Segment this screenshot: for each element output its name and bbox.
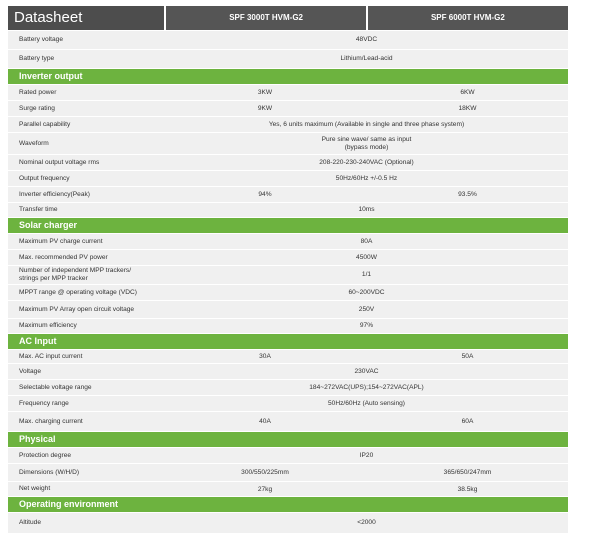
row-label: MPPT range @ operating voltage (VDC): [19, 288, 137, 296]
model-1-value: 30A: [259, 353, 271, 360]
row-value: 80A: [360, 237, 373, 245]
model-1-value: 94%: [258, 191, 272, 198]
table-row: [8, 133, 568, 155]
model-1-header: SPF 3000T HVM-G2: [166, 6, 365, 30]
row-value: [165, 136, 568, 152]
table-row: [8, 31, 568, 50]
model-2-header: SPF 6000T HVM-G2: [368, 6, 568, 30]
model-1-value: 3KW: [257, 89, 273, 96]
waveform-line-2: (bypass mode): [344, 143, 389, 151]
table-row: [8, 250, 568, 266]
table-row: [8, 350, 568, 364]
model-2-value: 18KW: [458, 105, 477, 112]
table-row: [8, 101, 568, 117]
row-value: 4500W: [356, 253, 377, 261]
row-value: 48VDC: [355, 36, 378, 43]
table-row: [8, 464, 568, 482]
model-2-value: 365/650/247mm: [443, 469, 492, 476]
row-label: Waveform: [19, 139, 49, 147]
model-2-value: 38.5kg: [457, 485, 478, 493]
row-label: Net weight: [19, 485, 51, 492]
waveform-line-1: Pure sine wave/ same as input: [321, 135, 412, 143]
mppt-label-line-2: strings per MPP tracker: [19, 275, 88, 282]
row-value: 250V: [358, 305, 375, 313]
section-inverter-output: Inverter output: [8, 69, 568, 85]
row-label: Nominal output voltage rms: [19, 158, 100, 166]
table-row: [8, 285, 568, 301]
model-2-value: 60A: [461, 418, 474, 425]
model-2-value: 93.5%: [458, 191, 477, 198]
row-label: Transfer time: [19, 206, 58, 213]
table-row: [8, 513, 568, 534]
section-solar-charger: Solar charger: [8, 218, 568, 234]
row-label: Altitude: [19, 519, 41, 526]
model-1-value: 27kg: [257, 485, 273, 493]
table-row: [8, 380, 568, 396]
row-value: <2000: [357, 519, 376, 526]
row-value: 97%: [359, 322, 374, 329]
header-row: [8, 6, 568, 30]
row-label: Maximum efficiency: [19, 322, 77, 329]
table-row: [8, 234, 568, 250]
table-row: [8, 117, 568, 133]
row-value: 50Hz/60Hz (Auto sensing): [328, 399, 405, 407]
table-row: [8, 85, 568, 101]
section-physical: Physical: [8, 432, 568, 448]
row-value: 230VAC: [354, 367, 379, 375]
row-label: Max. charging current: [19, 417, 83, 425]
row-label: Rated power: [19, 88, 57, 96]
table-row: [8, 482, 568, 497]
row-value: 60~200VDC: [348, 288, 385, 296]
table-row: [8, 319, 568, 334]
row-label: Frequency range: [19, 399, 69, 407]
model-1-value: 40A: [259, 418, 271, 425]
table-row: [8, 171, 568, 187]
row-label: Surge rating: [19, 104, 55, 112]
row-label: Maximum PV charge current: [19, 237, 103, 245]
datasheet-table: [8, 6, 568, 534]
model-2-value: 50A: [461, 353, 474, 360]
table-row: [8, 412, 568, 432]
row-label: Protection degree: [19, 451, 72, 459]
row-label: Battery type: [19, 55, 55, 62]
section-operating-environment: Operating environment: [8, 497, 568, 513]
row-label: [8, 267, 165, 283]
row-label: Selectable voltage range: [19, 383, 92, 391]
row-label: Parallel capability: [19, 120, 71, 128]
table-row: [8, 203, 568, 218]
row-value: 208-220-230-240VAC (Optional): [319, 158, 414, 166]
model-1-value: 300/550/225mm: [241, 469, 289, 476]
model-1-value: 9KW: [257, 105, 273, 112]
row-label: Max. recommended PV power: [19, 253, 108, 261]
row-label: Inverter efficiency(Peak): [19, 190, 90, 198]
row-value: Lithium/Lead-acid: [340, 55, 393, 62]
row-value: 184~272VAC(UPS);154~272VAC(APL): [309, 383, 424, 391]
row-label: Output frequency: [19, 174, 70, 182]
row-label: Battery voltage: [19, 36, 63, 43]
table-row: [8, 396, 568, 412]
table-row: [8, 155, 568, 171]
row-label: Max. AC input current: [19, 352, 83, 360]
datasheet-title: Datasheet: [8, 6, 164, 30]
table-row: [8, 266, 568, 285]
row-value: 50Hz/60Hz +/-0.5 Hz: [335, 174, 398, 182]
row-value: Yes, 6 units maximum (Available in single and three phase system): [268, 120, 465, 128]
section-ac-input: AC Input: [8, 334, 568, 350]
model-2-value: 6KW: [460, 89, 475, 96]
row-value: 10ms: [358, 206, 375, 213]
mppt-label-line-1: Number of independent MPP trackers/: [19, 267, 132, 274]
row-label: Maximum PV Array open circuit voltage: [19, 305, 135, 313]
table-row: [8, 50, 568, 69]
row-label: Dimensions (W/H/D): [19, 468, 80, 476]
table-row: [8, 364, 568, 380]
table-row: [8, 448, 568, 464]
row-label: Voltage: [19, 367, 41, 375]
row-value: 1/1: [361, 271, 372, 278]
table-row: [8, 301, 568, 319]
table-row: [8, 187, 568, 203]
row-value: IP20: [359, 451, 374, 459]
